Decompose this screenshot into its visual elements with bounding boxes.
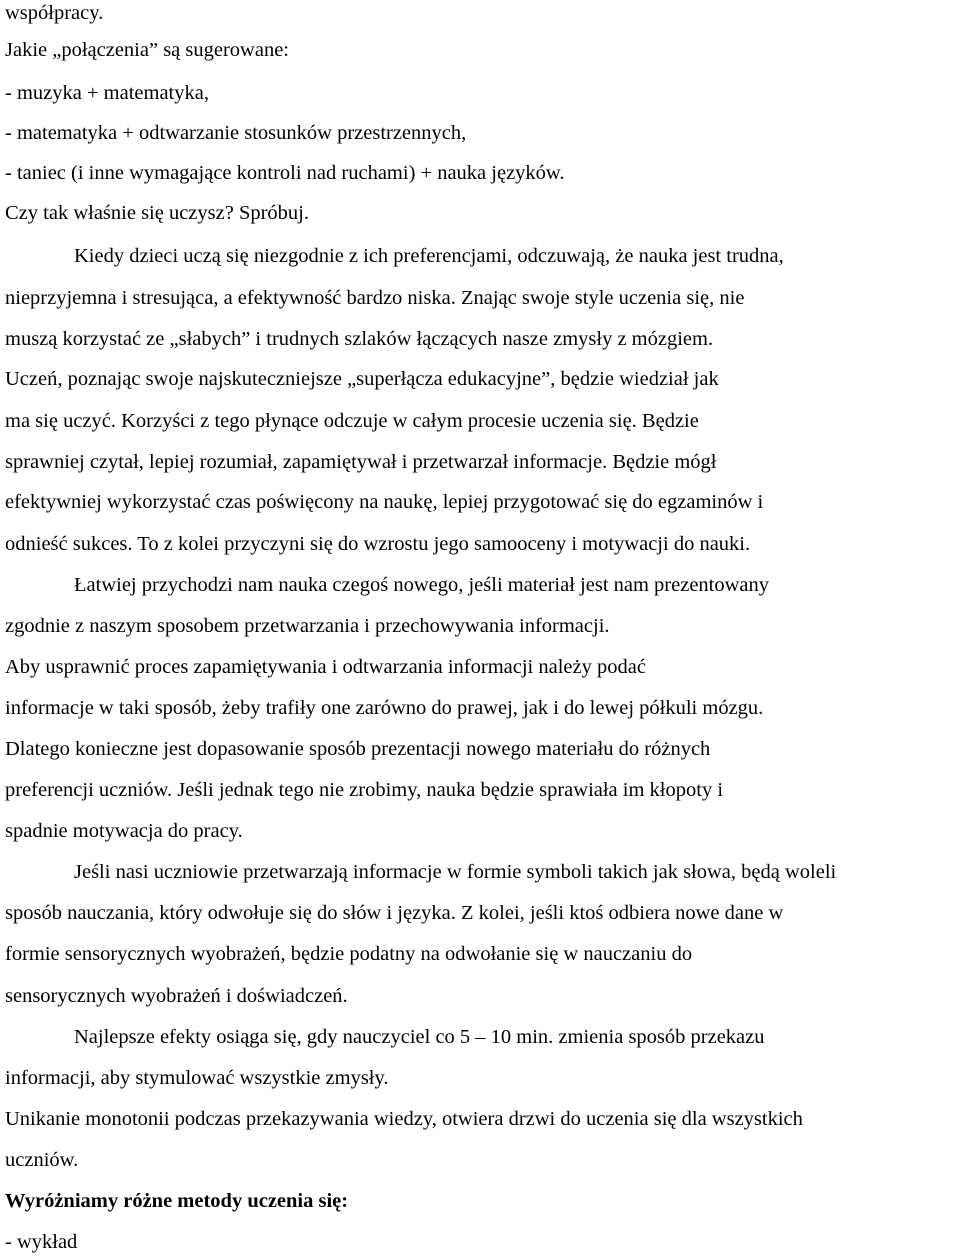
text-line: Dlatego konieczne jest dopasowanie sposób prezentacji nowego materiału do różnych — [5, 738, 711, 760]
text-line: Najlepsze efekty osiąga się, gdy nauczyciel co 5 – 10 min. zmienia sposób przekazu — [74, 1026, 765, 1048]
text-line: ma się uczyć. Korzyści z tego płynące odczuje w całym procesie uczenia się. Będzie — [5, 410, 699, 432]
text-line: Czy tak właśnie się uczysz? Spróbuj. — [5, 202, 310, 224]
text-line: informacje w taki sposób, żeby trafiły one zarówno do prawej, jak i do lewej półkuli mózgu. — [5, 697, 764, 719]
text-line: Uczeń, poznając swoje najskuteczniejsze „superłącza edukacyjne”, będzie wiedział jak — [5, 368, 719, 390]
text-line: sposób nauczania, który odwołuje się do słów i języka. Z kolei, jeśli ktoś odbiera nowe dane w — [5, 902, 784, 924]
text-line: Jakie „połączenia” są sugerowane: — [5, 39, 290, 61]
text-line: Unikanie monotonii podczas przekazywania wiedzy, otwiera drzwi do uczenia się dla wszystkich — [5, 1108, 803, 1130]
text-line: zgodnie z naszym sposobem przetwarzania i przechowywania informacji. — [5, 615, 610, 637]
text-line: sensorycznych wyobrażeń i doświadczeń. — [5, 985, 348, 1007]
text-line: odnieść sukces. To z kolei przyczyni się do wzrostu jego samooceny i motywacji do nauki. — [5, 533, 751, 555]
text-line: sprawniej czytał, lepiej rozumiał, zapamiętywał i przetwarzał informacje. Będzie mógł — [5, 451, 717, 473]
section-heading: Wyróżniamy różne metody uczenia się: — [5, 1190, 349, 1212]
text-line: Aby usprawnić proces zapamiętywania i odtwarzania informacji należy podać — [5, 656, 646, 678]
text-line: preferencji uczniów. Jeśli jednak tego nie zrobimy, nauka będzie sprawiała im kłopoty i — [5, 779, 724, 801]
text-line: - taniec (i inne wymagające kontroli nad ruchami) + nauka języków. — [5, 162, 565, 184]
list-item: - wykład — [5, 1231, 78, 1253]
text-line: formie sensorycznych wyobrażeń, będzie podatny na odwołanie się w nauczaniu do — [5, 943, 693, 965]
text-line: Łatwiej przychodzi nam nauka czegoś nowego, jeśli materiał jest nam prezentowany — [74, 574, 770, 596]
text-line: informacji, aby stymulować wszystkie zmysły. — [5, 1067, 389, 1089]
text-line: efektywniej wykorzystać czas poświęcony na naukę, lepiej przygotować się do egzaminów i — [5, 491, 764, 513]
text-line: Jeśli nasi uczniowie przetwarzają informacje w formie symboli takich jak słowa, będą woleli — [74, 861, 837, 883]
text-line: - muzyka + matematyka, — [5, 82, 209, 104]
text-line: - matematyka + odtwarzanie stosunków przestrzennych, — [5, 122, 467, 144]
text-line: Kiedy dzieci uczą się niezgodnie z ich preferencjami, odczuwają, że nauka jest trudna, — [74, 245, 784, 267]
text-line: spadnie motywacja do pracy. — [5, 820, 243, 842]
text-line: uczniów. — [5, 1149, 79, 1171]
text-line: nieprzyjemna i stresująca, a efektywność bardzo niska. Znając swoje style uczenia się, nie — [5, 287, 745, 309]
text-line: współpracy. — [5, 2, 104, 24]
text-line: muszą korzystać ze „słabych” i trudnych szlaków łączących nasze zmysły z mózgiem. — [5, 328, 714, 350]
